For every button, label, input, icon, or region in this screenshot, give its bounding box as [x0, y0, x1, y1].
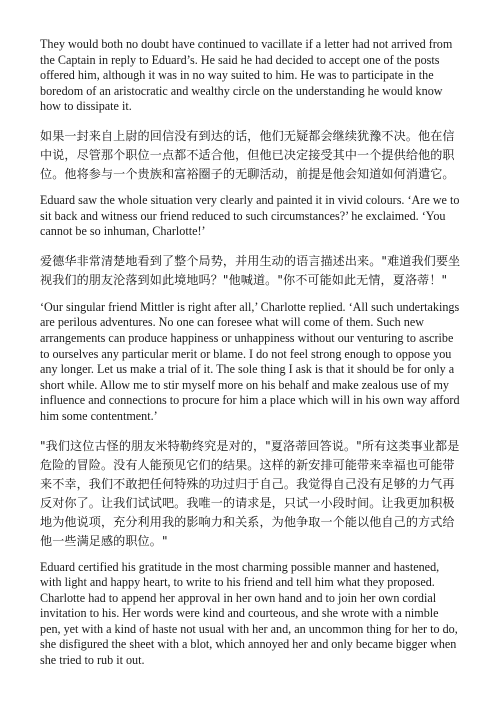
- paragraph-zh-2: 爱德华非常清楚地看到了整个局势，并用生动的语言描述出来。"难道我们要坐视我们的朋友沦落到如此境地吗？"他喊道。"你不可能如此无情，夏洛蒂！": [40, 253, 461, 287]
- paragraph-zh-3: "我们这位古怪的朋友米特勒终究是对的，"夏洛蒂回答说。"所有这类事业都是危险的冒险。没有人能预见它们的结果。这样的新安排可能带来幸福也可能带来不幸，我们不敢把任何特殊的功过归于自己。我觉得自己没有足够的力气再反对你了。让我们试试吧。我唯一的请求是，只试一小段时间。让我更加积极地为他说项，充分利用我的影响力和关系，为他争取一个能以他自己的方式给他一些满足感的职位。": [40, 438, 460, 548]
- paragraph-en-2: Eduard saw the whole situation very clearly and painted it in vivid colours. ‘Are we to sit back and witness our friend reduced to such circumstances?’ he exclaimed. ‘You cannot be so inhuman, Charlotte!’: [40, 192, 460, 239]
- paragraph-en-3: ‘Our singular friend Mittler is right after all,’ Charlotte replied. ‘All such undertakings are perilous adventures. No one can foresee what will come of them. Such new arrangements can produce happiness or unhappiness without our venturing to ascribe to ourselves any particular merit or blame. I do not feel strong enough to oppose you any longer. Let us make a trial of it. The sole thing I ask is that it should be for only a short while. Allow me to stir myself more on his behalf and make zealous use of my influence and connections to procure for him a place which will in his own way afford him some contentment.’: [40, 299, 460, 423]
- paragraph-zh-1: 如果一封来自上尉的回信没有到达的话，他们无疑都会继续犹豫不决。他在信中说，尽管那个职位一点都不适合他，但他已决定接受其中一个提供给他的职位。他将参与一个贵族和富裕圈子的无聊活动，前提是他会知道如何消遣它。: [40, 128, 455, 181]
- paragraph-en-4: Eduard certified his gratitude in the most charming possible manner and hastened, with light and happy heart, to write to his friend and tell him what they proposed. Charlotte had to append her approval in her own hand and to join her own cordial invitation to his. Her words were kind and courteous, and she wrote with a nimble pen, yet with a kind of haste not usual with her and, an uncommon thing for her to do, she disfigured the sheet with a blot, which annoyed her and only became bigger when she tried to rub it out.: [40, 559, 458, 668]
- paragraph-en-1: They would both no doubt have continued to vacillate if a letter had not arrived from the Captain in reply to Eduard’s. He said he had decided to accept one of the posts offered him, although it was in no way suited to him. He was to participate in the boredom of an aristocratic and wealthy circle on the understanding he would know how to dissipate it.: [40, 37, 453, 114]
